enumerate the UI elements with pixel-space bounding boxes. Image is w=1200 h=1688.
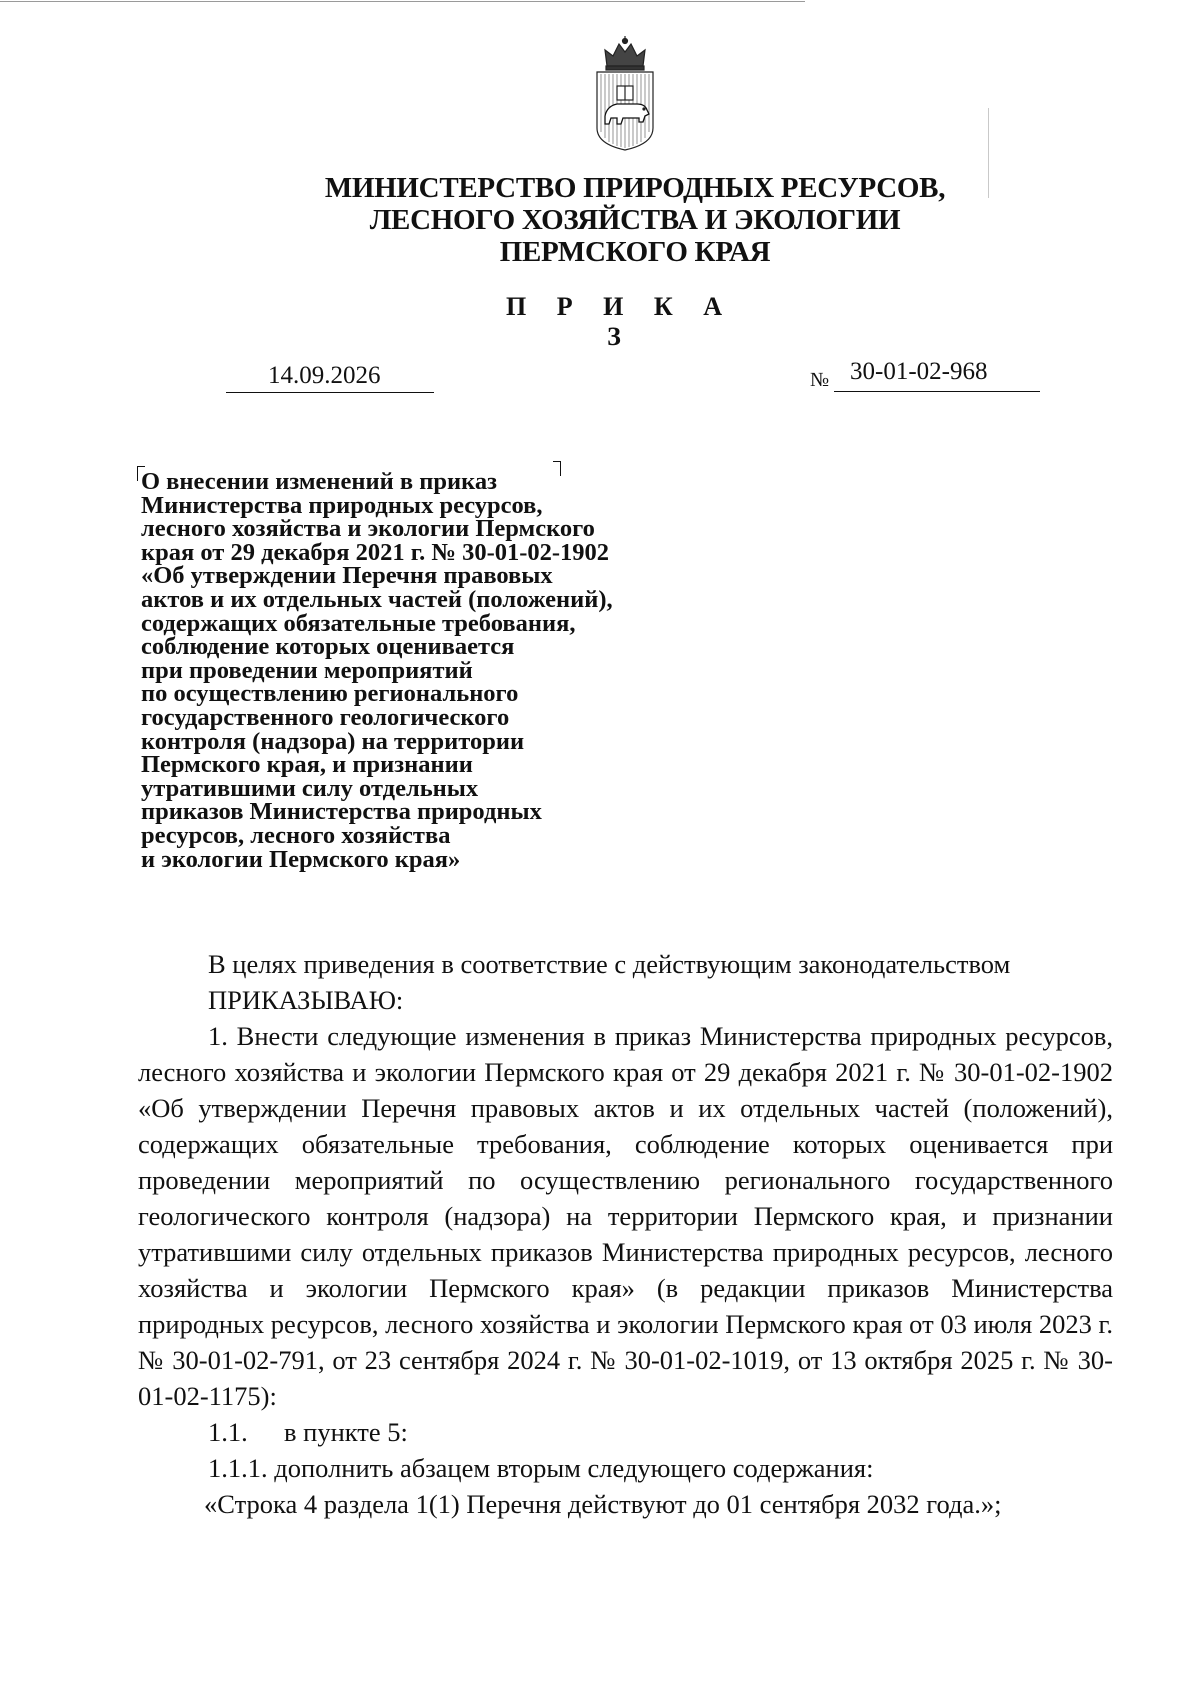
order-word: ПРИКАЗЫВАЮ:	[208, 985, 404, 1015]
order-date: 14.09.2026	[268, 362, 381, 389]
item-1-1	[138, 1414, 1113, 1450]
subject-line: соблюдение которых оценивается	[141, 633, 515, 661]
subject-line: контроля (надзора) на территории	[141, 727, 525, 755]
ministry-name	[200, 172, 1070, 268]
subject-line: утратившими силу отдельных	[141, 774, 479, 802]
order-subject	[141, 470, 701, 871]
order-number-sign: №	[810, 369, 830, 391]
subject-line: Пермского края, и признании	[141, 751, 473, 779]
scan-edge-line	[0, 1, 805, 2]
paragraph-1: 1. Внести следующие изменения в приказ Министерства природных ресурсов, лесного хозяйства и экологии Пермского края от 29 декабря 2021 г. № 30-01-02-1902 «Об утверждении Перечня правовых актов и их отдельных частей (положений), содержащих обязательные требования, соблюдение которых оценивается при проведении мероприятий по осуществлению регионального государственного геологического контроля (надзора) на территории Пермского края, и признании утратившими силу отдельных приказов Министерства природных ресурсов, лесного хозяйства и экологии Пермского края» (в редакции приказов Министерства природных ресурсов, лесного хозяйства и экологии Пермского края от 03 июля 2023 г. № 30-01-02-791, от 23 сентября 2024 г. № 30-01-02-1019, от 13 октября 2025 г. № 30-01-02-1175):	[138, 1021, 1113, 1411]
subject-line: государственного геологического	[141, 703, 510, 731]
subject-line: «Об утверждении Перечня правовых	[141, 562, 553, 590]
ministry-name-line: МИНИСТЕРСТВО ПРИРОДНЫХ РЕСУРСОВ,	[324, 172, 946, 204]
subject-line: и экологии Пермского края»	[141, 845, 461, 873]
subject-line: содержащих обязательные требования,	[141, 609, 576, 637]
order-body	[138, 946, 1113, 1522]
subject-line: актов и их отдельных частей (положений),	[141, 585, 613, 613]
subject-line: ресурсов, лесного хозяйства	[141, 821, 451, 849]
subject-line: края от 29 декабря 2021 г. № 30-01-02-1902	[141, 538, 610, 566]
ministry-name-line: ЛЕСНОГО ХОЗЯЙСТВА И ЭКОЛОГИИ	[369, 204, 901, 236]
coat-of-arms-emblem	[593, 36, 657, 152]
item-1-1-text: в пункте 5:	[284, 1417, 408, 1447]
order-title: П Р И К А З	[506, 292, 734, 351]
subject-line: О внесении изменений в приказ	[141, 468, 497, 495]
quoted-text: «Строка 4 раздела 1(1) Перечня действуют до 01 сентября 2032 года.»;	[204, 1489, 1002, 1519]
subject-line: при проведении мероприятий	[141, 656, 473, 684]
subject-line: лесного хозяйства и экологии Пермского	[141, 515, 595, 543]
subject-line: Министерства природных ресурсов,	[141, 491, 543, 519]
ministry-name-line: ПЕРМСКОГО КРАЯ	[499, 236, 771, 268]
intro-paragraph: В целях приведения в соответствие с действующим законодательством	[208, 949, 1011, 979]
subject-line: приказов Министерства природных	[141, 798, 542, 826]
order-number: 30-01-02-968	[850, 358, 988, 385]
item-1-1-1: 1.1.1. дополнить абзацем вторым следующего содержания:	[208, 1453, 874, 1483]
subject-line: по осуществлению регионального	[141, 680, 519, 708]
item-1-1-number: 1.1.	[208, 1417, 248, 1447]
